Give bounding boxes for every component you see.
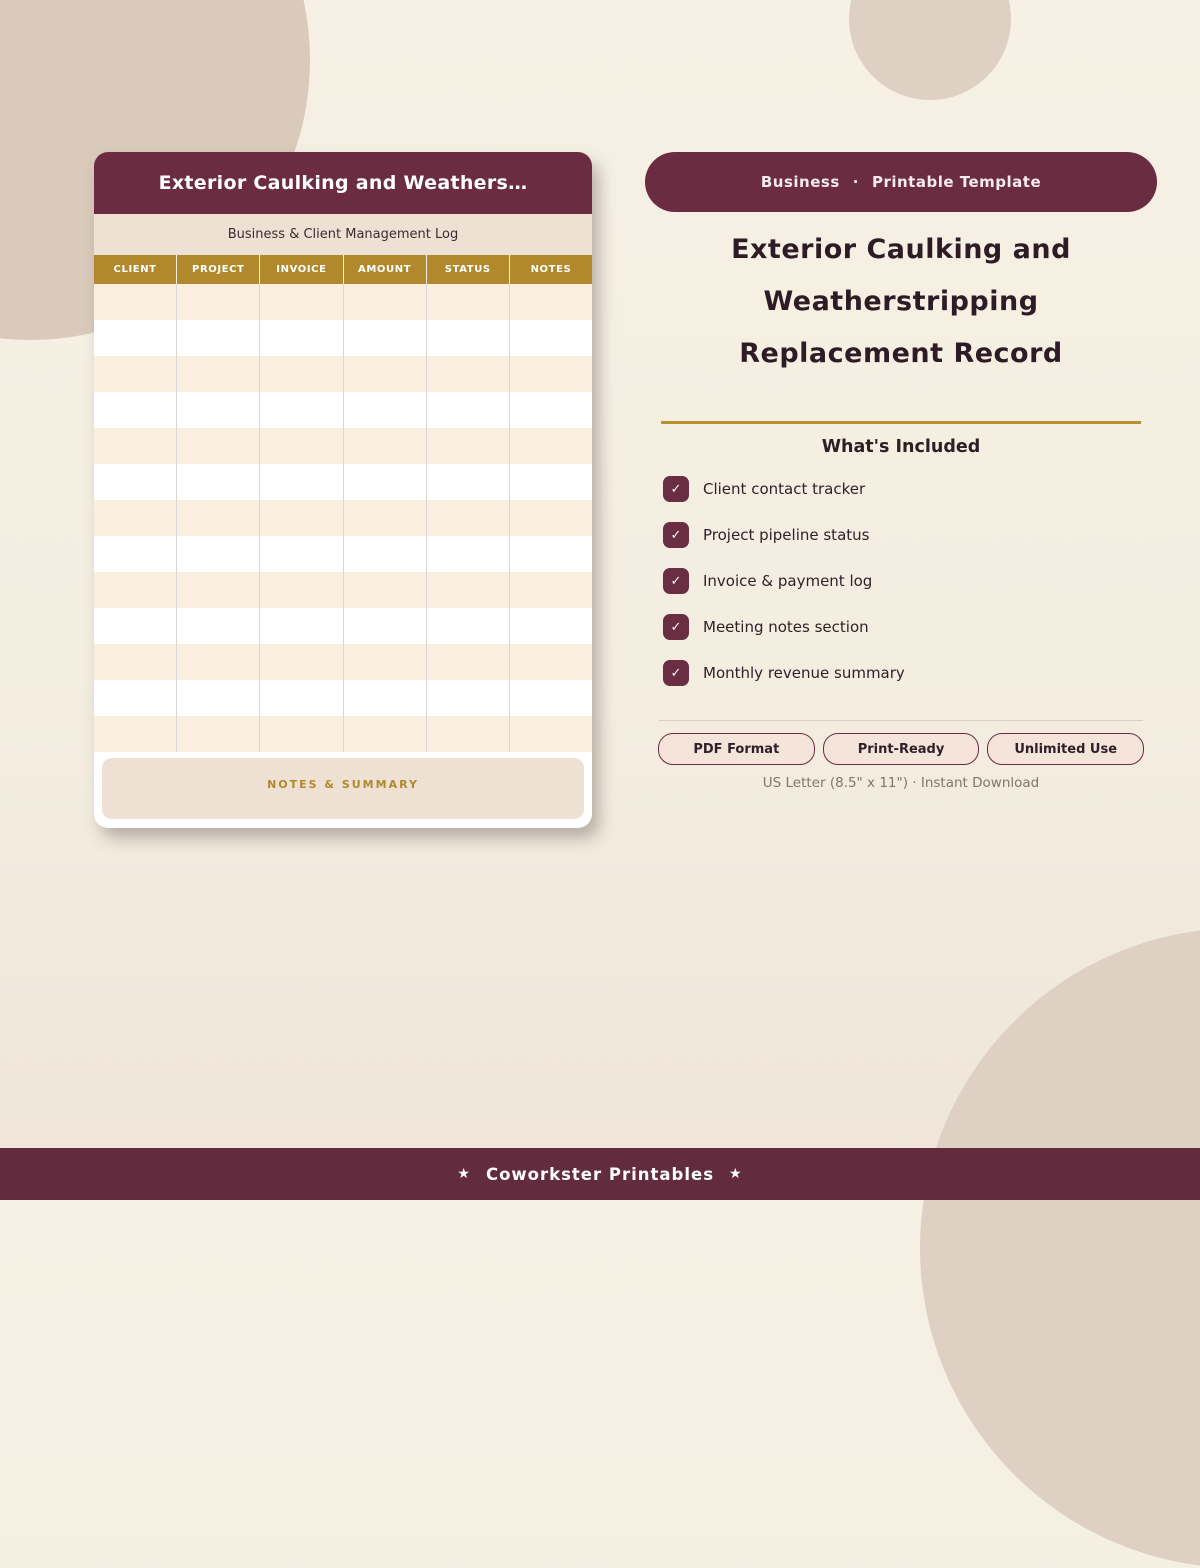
table-cell <box>94 464 177 500</box>
table-cell <box>260 320 343 356</box>
table-cell <box>94 356 177 392</box>
table-row <box>94 428 592 464</box>
table-cell <box>260 608 343 644</box>
table-row <box>94 680 592 716</box>
page-title-line-1: Exterior Caulking and <box>731 234 1071 265</box>
table-cell <box>260 716 343 752</box>
table-cell <box>344 464 427 500</box>
table-cell <box>94 680 177 716</box>
feature-button-unlimited-use[interactable]: Unlimited Use <box>987 733 1144 765</box>
table-cell <box>510 284 592 320</box>
table-cell <box>177 464 260 500</box>
table-cell <box>94 500 177 536</box>
table-cell <box>510 608 592 644</box>
table-cell <box>344 500 427 536</box>
checkmark-icon: ✓ <box>663 660 689 686</box>
page-title-line-2: Weatherstripping <box>763 286 1039 317</box>
table-cell <box>510 500 592 536</box>
column-header-client: CLIENT <box>94 255 177 284</box>
table-cell <box>427 644 510 680</box>
table-cell <box>510 392 592 428</box>
table-cell <box>94 536 177 572</box>
table-cell <box>177 680 260 716</box>
checkmark-icon: ✓ <box>663 476 689 502</box>
table-cell <box>260 428 343 464</box>
table-cell <box>510 572 592 608</box>
table-cell <box>344 356 427 392</box>
table-row <box>94 608 592 644</box>
table-cell <box>177 500 260 536</box>
table-cell <box>260 680 343 716</box>
table-cell <box>510 536 592 572</box>
table-cell <box>260 284 343 320</box>
brand-name: Coworkster Printables <box>485 1164 715 1184</box>
table-cell <box>344 284 427 320</box>
table-cell <box>94 644 177 680</box>
table-cell <box>94 284 177 320</box>
brand-footer <box>0 1148 1200 1200</box>
table-cell <box>427 464 510 500</box>
table-cell <box>94 392 177 428</box>
table-cell <box>344 392 427 428</box>
checkmark-icon: ✓ <box>663 568 689 594</box>
table-cell <box>510 428 592 464</box>
included-item-label: Invoice & payment log <box>703 572 873 590</box>
notes-summary-box: NOTES & SUMMARY <box>102 758 584 819</box>
column-header-amount: AMOUNT <box>344 255 427 284</box>
table-cell <box>344 680 427 716</box>
table-cell <box>344 536 427 572</box>
category-badge <box>645 152 1157 212</box>
table-cell <box>510 680 592 716</box>
table-cell <box>177 356 260 392</box>
table-cell <box>260 500 343 536</box>
page-title-line-3: Replacement Record <box>739 338 1063 369</box>
table-cell <box>94 716 177 752</box>
included-item-label: Project pipeline status <box>703 526 870 544</box>
decor-circle-top-right <box>849 0 1011 100</box>
table-row <box>94 500 592 536</box>
table-cell <box>510 464 592 500</box>
table-cell <box>427 716 510 752</box>
table-cell <box>94 320 177 356</box>
table-cell <box>260 464 343 500</box>
table-row <box>94 464 592 500</box>
table-cell <box>427 392 510 428</box>
table-cell <box>260 536 343 572</box>
included-item <box>663 568 1157 594</box>
table-cell <box>177 644 260 680</box>
table-row <box>94 284 592 320</box>
template-preview-card <box>94 152 592 828</box>
table-cell <box>427 608 510 644</box>
table-cell <box>510 356 592 392</box>
table-cell <box>344 608 427 644</box>
table-cell <box>94 572 177 608</box>
preview-card-title: Exterior Caulking and Weathers… <box>94 152 592 214</box>
table-row <box>94 392 592 428</box>
table-cell <box>427 500 510 536</box>
star-icon: ★ <box>457 1166 471 1182</box>
table-cell <box>177 608 260 644</box>
checkmark-icon: ✓ <box>663 522 689 548</box>
table-cell <box>427 428 510 464</box>
table-cell <box>177 284 260 320</box>
table-cell <box>427 572 510 608</box>
product-details <box>645 152 1157 791</box>
table-cell <box>427 356 510 392</box>
gold-divider <box>661 421 1141 424</box>
table-row <box>94 356 592 392</box>
table-body <box>94 284 592 752</box>
format-meta-text: US Letter (8.5" x 11") · Instant Download <box>762 775 1040 791</box>
badge-type: Printable Template <box>871 173 1042 191</box>
table-cell <box>177 572 260 608</box>
table-row <box>94 536 592 572</box>
included-item-label: Monthly revenue summary <box>703 664 905 682</box>
table-row <box>94 572 592 608</box>
preview-card-subtitle: Business & Client Management Log <box>94 214 592 255</box>
table-row <box>94 716 592 752</box>
included-item <box>663 614 1157 640</box>
table-cell <box>344 320 427 356</box>
table-cell <box>177 536 260 572</box>
table-cell <box>510 716 592 752</box>
checkmark-icon: ✓ <box>663 614 689 640</box>
table-cell <box>177 392 260 428</box>
table-cell <box>177 716 260 752</box>
star-icon: ★ <box>729 1166 743 1182</box>
table-cell <box>260 356 343 392</box>
table-cell <box>260 392 343 428</box>
included-item <box>663 660 1157 686</box>
included-checklist <box>663 476 1157 686</box>
feature-button-print-ready[interactable]: Print-Ready <box>823 733 980 765</box>
included-item <box>663 476 1157 502</box>
included-item-label: Meeting notes section <box>703 618 869 636</box>
column-header-project: PROJECT <box>177 255 260 284</box>
badge-separator: · <box>852 173 859 191</box>
table-cell <box>510 644 592 680</box>
table-cell <box>344 428 427 464</box>
decor-circle-bottom-right <box>920 928 1200 1568</box>
table-cell <box>344 644 427 680</box>
table-row <box>94 644 592 680</box>
table-cell <box>344 716 427 752</box>
whats-included-heading: What's Included <box>821 437 981 457</box>
column-header-status: STATUS <box>427 255 510 284</box>
table-cell <box>427 320 510 356</box>
table-cell <box>510 320 592 356</box>
badge-category: Business <box>760 173 840 191</box>
included-item-label: Client contact tracker <box>703 480 866 498</box>
column-header-invoice: INVOICE <box>260 255 343 284</box>
table-row <box>94 320 592 356</box>
table-cell <box>427 536 510 572</box>
table-cell <box>94 428 177 464</box>
feature-button-row <box>658 733 1144 765</box>
table-cell <box>344 572 427 608</box>
table-cell <box>177 428 260 464</box>
feature-divider <box>659 720 1143 721</box>
table-cell <box>177 320 260 356</box>
table-cell <box>427 284 510 320</box>
table-cell <box>427 680 510 716</box>
table-header-row <box>94 255 592 284</box>
table-cell <box>260 572 343 608</box>
column-header-notes: NOTES <box>530 264 572 275</box>
included-item <box>663 522 1157 548</box>
table-cell <box>94 608 177 644</box>
feature-button-pdf-format[interactable]: PDF Format <box>658 733 815 765</box>
page-title <box>645 224 1157 380</box>
notes-area <box>94 752 592 828</box>
table-cell <box>260 644 343 680</box>
